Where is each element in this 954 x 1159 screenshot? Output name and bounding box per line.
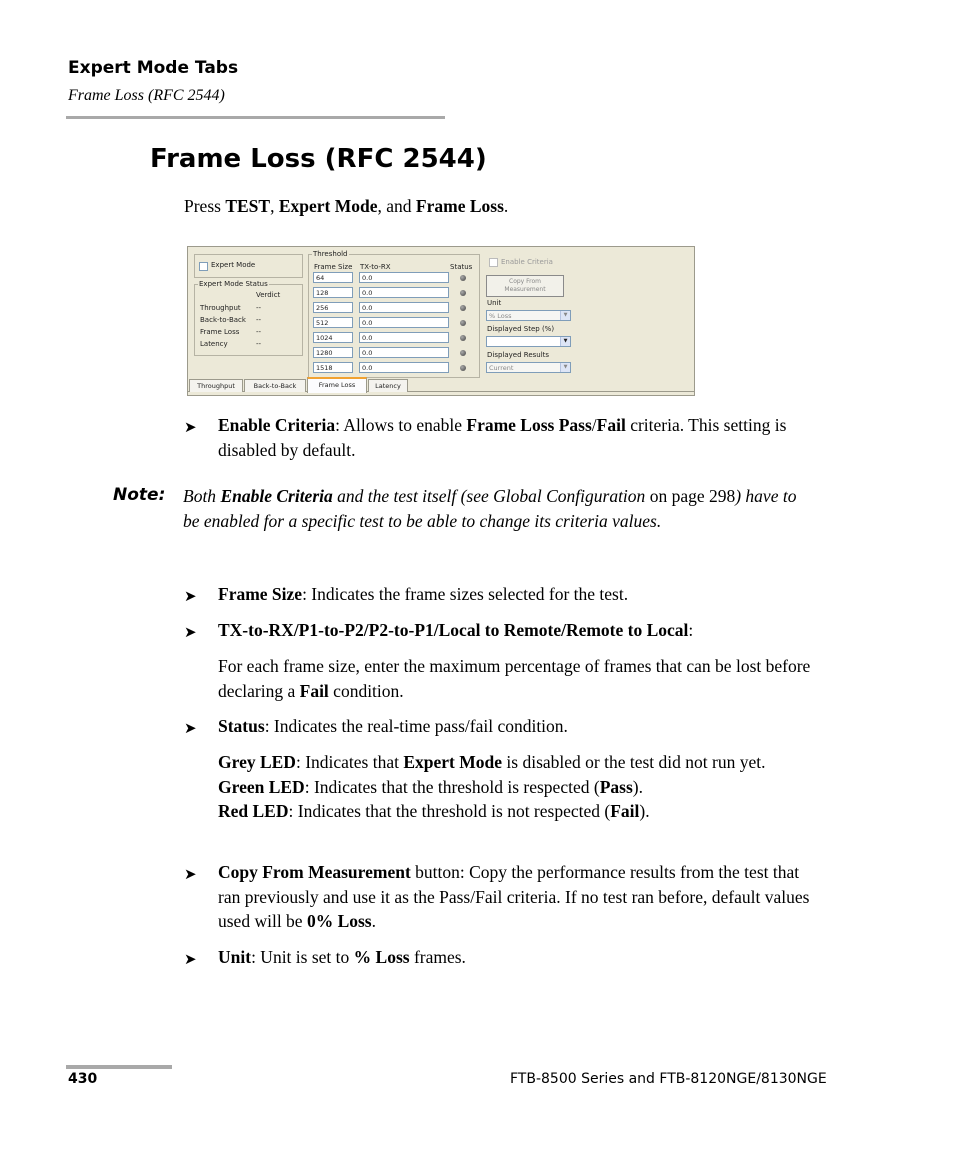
b6-term: Unit — [218, 947, 252, 967]
threshold-input[interactable]: 0.0 — [359, 347, 449, 358]
tab-latency[interactable]: Latency — [368, 379, 408, 392]
threshold-input[interactable]: 0.0 — [359, 332, 449, 343]
bullet-arrow-icon: ➤ — [184, 719, 197, 737]
expert-mode-status-box — [194, 280, 303, 356]
status-led-descriptions — [218, 750, 818, 824]
tab-frame-loss[interactable]: Frame Loss — [307, 377, 367, 393]
note-text-part: Both — [183, 486, 221, 506]
red-led-term: Red LED — [218, 801, 289, 821]
b5-text: button: Copy the performance results from the test that ran previously and use it as the Pass/Fail criteria. If no test ran before, default values used will be — [218, 862, 810, 931]
tab-throughput[interactable]: Throughput — [189, 379, 243, 392]
copy-from-line1: Copy From — [509, 278, 541, 285]
threshold-box — [308, 250, 480, 378]
status-led — [460, 350, 466, 356]
unit-label: Unit — [487, 299, 502, 307]
col-frame-size: Frame Size — [314, 263, 353, 271]
green-led-bold: Pass — [599, 776, 633, 797]
bullet-arrow-icon: ➤ — [184, 418, 197, 436]
status-led — [460, 305, 466, 311]
expert-mode-checkbox[interactable] — [199, 262, 208, 271]
green-led-text: ). — [632, 776, 643, 797]
results-label: Displayed Results — [487, 351, 550, 359]
grey-led-line — [218, 750, 818, 775]
header-section-title: Expert Mode Tabs — [68, 58, 239, 78]
col-status: Status — [450, 263, 473, 271]
intro-test: TEST — [225, 196, 271, 216]
bullet-arrow-icon: ➤ — [184, 950, 197, 968]
b2-text: : Indicates the frame sizes selected for the test. — [302, 584, 629, 604]
status-led — [460, 275, 466, 281]
red-led-text: ). — [639, 801, 650, 821]
col-tx-rx: TX-to-RX — [360, 263, 391, 271]
bullet-status — [0, 714, 954, 740]
enable-criteria-label: Enable Criteria — [501, 258, 553, 266]
b3-text: : — [688, 620, 694, 640]
green-led-term: Green LED — [218, 776, 305, 797]
grey-led-term: Grey LED — [218, 752, 296, 772]
results-select[interactable] — [486, 362, 571, 373]
copy-from-line2: Measurement — [504, 286, 546, 293]
step-label: Displayed Step (%) — [487, 325, 555, 333]
b1-text: criteria. This setting is disabled by default. — [218, 415, 787, 460]
red-led-bold: Fail — [610, 801, 640, 821]
note-label: Note: — [113, 485, 166, 505]
page-number: 430 — [68, 1071, 98, 1087]
b4-text: : Indicates the real-time pass/fail condition. — [264, 716, 568, 736]
b1-text: / — [591, 415, 597, 435]
bullet-enable-criteria — [0, 413, 954, 463]
b6-text: : Unit is set to — [251, 947, 354, 967]
frame-size-field: 128 — [313, 287, 353, 298]
threshold-group-label: Threshold — [313, 250, 348, 258]
header-rule — [66, 116, 445, 119]
b2-term: Frame Size — [218, 584, 303, 604]
b5-term: Copy From Measurement — [218, 862, 411, 882]
status-row-label: Latency — [200, 340, 228, 348]
results-value: Current — [489, 364, 514, 372]
intro-text: , — [270, 196, 279, 216]
b5-text: . — [371, 911, 376, 931]
intro-text: . — [503, 196, 509, 216]
b3-term: TX-to-RX/P1-to-P2/P2-to-P1/Local to Remote/Remote to Local — [218, 620, 689, 640]
status-row-label: Frame Loss — [200, 328, 240, 336]
verdict-header: Verdict — [256, 291, 281, 299]
step-select[interactable] — [486, 336, 571, 347]
frame-size-field: 1280 — [313, 347, 353, 358]
grey-led-bold: Expert Mode — [403, 752, 503, 772]
footer-product-name: FTB-8500 Series and FTB-8120NGE/8130NGE — [510, 1071, 827, 1087]
p3-text: condition. — [328, 680, 404, 701]
b5-bold: 0% Loss — [306, 911, 372, 931]
note-text — [183, 484, 803, 533]
tx-to-rx-description — [218, 654, 818, 703]
bullet-arrow-icon: ➤ — [184, 587, 197, 605]
green-led-text: : Indicates that the threshold is respected ( — [304, 776, 600, 797]
status-group-label: Expert Mode Status — [199, 280, 268, 288]
b4-term: Status — [218, 716, 265, 736]
frame-size-field: 64 — [313, 272, 353, 283]
b1-bold: Fail — [596, 415, 626, 435]
threshold-input[interactable]: 0.0 — [359, 302, 449, 313]
bullet-copy-from-measurement — [0, 860, 954, 936]
status-row-value: -- — [256, 316, 262, 324]
intro-frame-loss: Frame Loss — [415, 196, 504, 216]
unit-value: % Loss — [489, 312, 512, 320]
b1-term: Enable Criteria — [218, 415, 336, 435]
status-row-label: Throughput — [200, 304, 241, 312]
threshold-input[interactable]: 0.0 — [359, 287, 449, 298]
status-led — [460, 290, 466, 296]
p3-text: For each frame size, enter the maximum percentage of frames that can be lost before declaring a — [218, 656, 811, 701]
threshold-input[interactable]: 0.0 — [359, 272, 449, 283]
intro-paragraph — [184, 196, 508, 217]
red-led-text: : Indicates that the threshold is not respected ( — [288, 801, 611, 821]
intro-text: , and — [377, 196, 416, 216]
grey-led-text: is disabled or the test did not run yet. — [502, 752, 766, 772]
header-subsection: Frame Loss (RFC 2544) — [68, 87, 225, 104]
b6-bold: % Loss — [353, 947, 410, 967]
bullet-frame-size — [0, 582, 954, 608]
note-bold: Enable Criteria — [220, 486, 333, 506]
expert-mode-label: Expert Mode — [211, 261, 256, 269]
note-text-part: and the test itself (see Global Configuration — [332, 486, 646, 506]
note-text-part: ) have to be enabled for a specific test to be able to change its criteria values. — [183, 486, 797, 531]
status-led — [460, 320, 466, 326]
enable-criteria-checkbox[interactable] — [489, 258, 498, 267]
threshold-input[interactable]: 0.0 — [359, 362, 449, 373]
bullet-unit — [0, 945, 954, 971]
intro-expert-mode: Expert Mode — [278, 196, 378, 216]
status-led — [460, 335, 466, 341]
status-row-value: -- — [256, 304, 262, 312]
status-led — [460, 365, 466, 371]
frame-size-field: 256 — [313, 302, 353, 313]
threshold-input[interactable]: 0.0 — [359, 317, 449, 328]
note-page-ref[interactable]: on page 298 — [645, 486, 736, 506]
chevron-down-icon: ▼ — [560, 363, 570, 372]
bullet-tx-to-rx — [0, 618, 954, 644]
frame-size-field: 1024 — [313, 332, 353, 343]
frame-size-field: 512 — [313, 317, 353, 328]
frame-size-field: 1518 — [313, 362, 353, 373]
red-led-line — [218, 799, 818, 824]
status-row-value: -- — [256, 328, 262, 336]
chevron-down-icon: ▼ — [560, 311, 570, 320]
bullet-arrow-icon: ➤ — [184, 623, 197, 641]
status-row-value: -- — [256, 340, 262, 348]
footer-rule — [66, 1065, 172, 1069]
chevron-down-icon: ▼ — [560, 337, 570, 346]
bullet-arrow-icon: ➤ — [184, 865, 197, 883]
b1-text: : Allows to enable — [335, 415, 467, 435]
b6-text: frames. — [409, 947, 466, 967]
page-title: Frame Loss (RFC 2544) — [150, 144, 487, 174]
tab-back-to-back[interactable]: Back-to-Back — [244, 379, 306, 392]
b1-bold: Frame Loss Pass — [466, 415, 592, 435]
copy-from-measurement-button[interactable] — [486, 275, 564, 297]
p3-bold: Fail — [299, 680, 329, 701]
expert-mode-box — [194, 254, 303, 278]
grey-led-text: : Indicates that — [295, 752, 404, 772]
status-row-label: Back-to-Back — [200, 316, 246, 324]
intro-text: Press — [184, 196, 226, 216]
green-led-line — [218, 775, 818, 800]
frame-loss-screenshot — [187, 246, 695, 396]
unit-select[interactable] — [486, 310, 571, 321]
